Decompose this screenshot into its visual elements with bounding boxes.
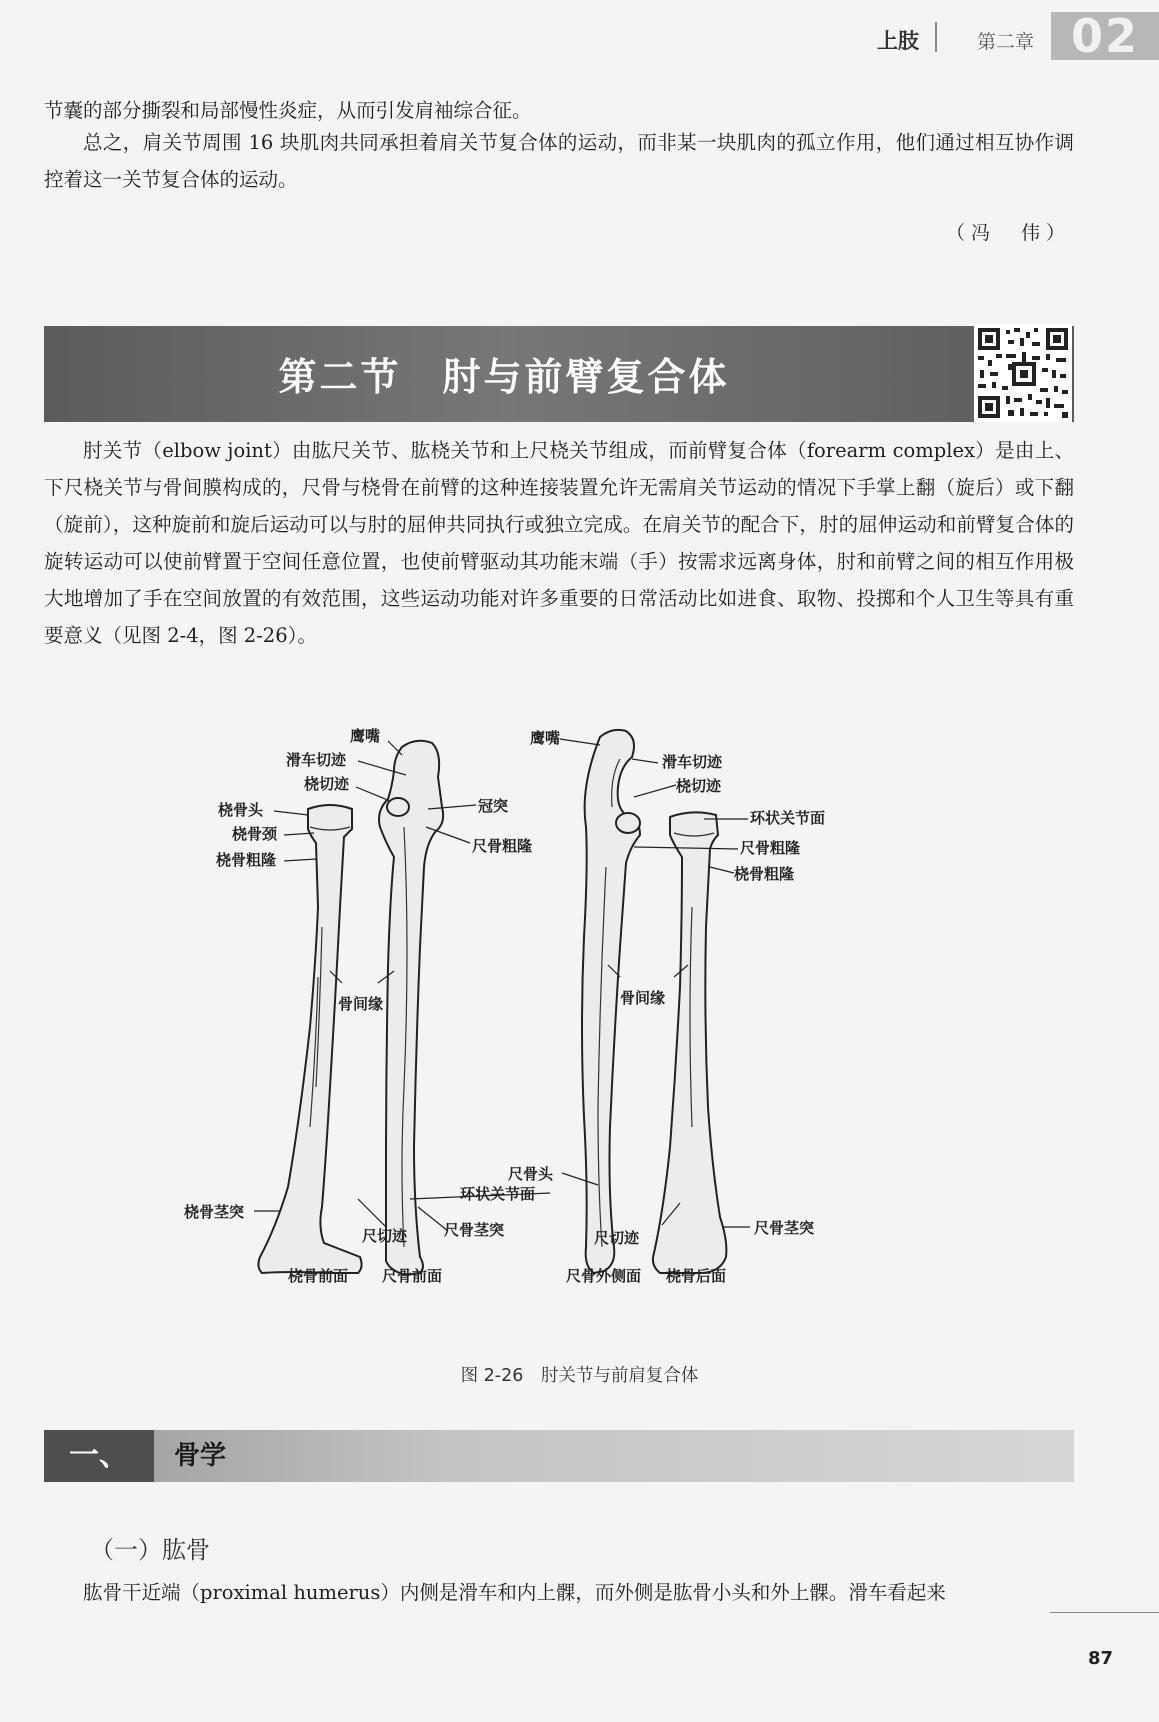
paragraph-humerus: 肱骨干近端（proximal humerus）内侧是滑车和内上髁，而外侧是肱骨小头和外上髁。滑车看起来 <box>83 1581 946 1604</box>
label-right-ulnar-notch: 尺切迹 <box>594 1229 640 1247</box>
label-left-radial-notch: 桡切迹 <box>304 775 350 793</box>
page-header <box>0 0 1159 70</box>
label-left-radial-tuberosity: 桡骨粗隆 <box>216 851 277 869</box>
paragraph-top-continuation: 节囊的部分撕裂和局部慢性炎症，从而引发肩袖综合征。 <box>44 99 532 122</box>
label-right-radial-notch: 桡切迹 <box>676 777 722 795</box>
subsection-number: 一、 <box>44 1430 154 1482</box>
label-view-radius-anterior: 桡骨前面 <box>288 1267 349 1285</box>
header-chapter-number: 02 <box>1051 12 1159 60</box>
page-number: 87 <box>1087 1648 1113 1669</box>
label-left-ulnar-styloid: 尺骨茎突 <box>444 1221 505 1239</box>
label-right-radial-tuberosity: 桡骨粗隆 <box>734 865 795 883</box>
paragraph-intro: 肘关节（elbow joint）由肱尺关节、肱桡关节和上尺桡关节组成，而前臂复合体（forearm complex）是由上、下尺桡关节与骨间膜构成的，尺骨与桡骨在前臂的这种连接装置允许无需肩关节运动的情况下手掌上翻（旋后）或下翻（旋前），这种旋前和旋后运动可以与肘的屈伸共同执行或独立完成。在肩关节的配合下，肘的屈伸运动和前臂复合体的旋转运动可以使前臂置于空间任意位置，也使前臂驱动其功能末端（手）按需求远离身体，肘和前臂之间的相互作用极大地增加了手在空间放置的有效范围，这些运动功能对许多重要的日常活动比如进食、取物、投掷和个人卫生等具有重要意义（见图 2-4，图 2-26）。 <box>44 439 1074 647</box>
label-coronoid-process: 冠突 <box>478 797 509 815</box>
section-title: 第二节 肘与前臂复合体 <box>278 354 730 399</box>
author-signature: （冯 伟） <box>945 222 1071 244</box>
label-left-interosseous-border: 骨间缘 <box>338 995 384 1013</box>
label-left-trochlear-notch: 滑车切迹 <box>286 751 347 769</box>
footer-rule <box>1050 1612 1159 1613</box>
label-radial-neck: 桡骨颈 <box>232 825 278 843</box>
label-left-articular-circumference: 环状关节面 <box>460 1185 536 1203</box>
figure-labels <box>184 727 825 1285</box>
section-banner <box>44 326 1074 422</box>
label-left-radial-styloid: 桡骨茎突 <box>184 1203 245 1221</box>
qr-code-icon[interactable] <box>974 324 1072 422</box>
radius-posterior-bone <box>653 812 727 1273</box>
label-view-ulna-lateral: 尺骨外侧面 <box>566 1267 642 1285</box>
header-chapter-title: 第二章 <box>976 31 1034 53</box>
elbow-forearm-figure <box>180 725 960 1395</box>
label-view-ulna-anterior: 尺骨前面 <box>382 1267 443 1285</box>
label-right-olecranon: 鹰嘴 <box>530 729 561 747</box>
label-left-ulnar-notch: 尺切迹 <box>362 1227 408 1245</box>
figure-caption: 图 2-26 肘关节与前肩复合体 <box>460 1366 699 1386</box>
label-right-articular-circumference: 环状关节面 <box>750 809 826 827</box>
paragraph-summary: 总之，肩关节周围 16 块肌肉共同承担着肩关节复合体的运动，而非某一块肌肉的孤立作用，他们通过相互协作调控着这一关节复合体的运动。 <box>44 131 1074 191</box>
label-right-trochlear-notch: 滑车切迹 <box>662 753 723 771</box>
subsection-title: 骨学 <box>174 1441 227 1471</box>
label-left-olecranon: 鹰嘴 <box>350 727 381 745</box>
label-ulnar-head: 尺骨头 <box>508 1165 554 1183</box>
subsection-banner <box>44 1430 1074 1482</box>
label-right-ulnar-styloid: 尺骨茎突 <box>754 1219 815 1237</box>
header-section-title: 上肢 <box>877 29 919 53</box>
label-right-ulnar-tuberosity: 尺骨粗隆 <box>740 839 801 857</box>
label-left-ulnar-tuberosity: 尺骨粗隆 <box>472 837 533 855</box>
ulna-anterior-bone <box>379 741 443 1275</box>
subsubsection-title: （一）肱骨 <box>90 1536 210 1564</box>
label-view-radius-posterior: 桡骨后面 <box>666 1267 727 1285</box>
header-separator <box>935 22 937 52</box>
radius-anterior-bone <box>258 805 361 1273</box>
label-radial-head: 桡骨头 <box>218 801 264 819</box>
label-right-interosseous-border: 骨间缘 <box>620 989 666 1007</box>
